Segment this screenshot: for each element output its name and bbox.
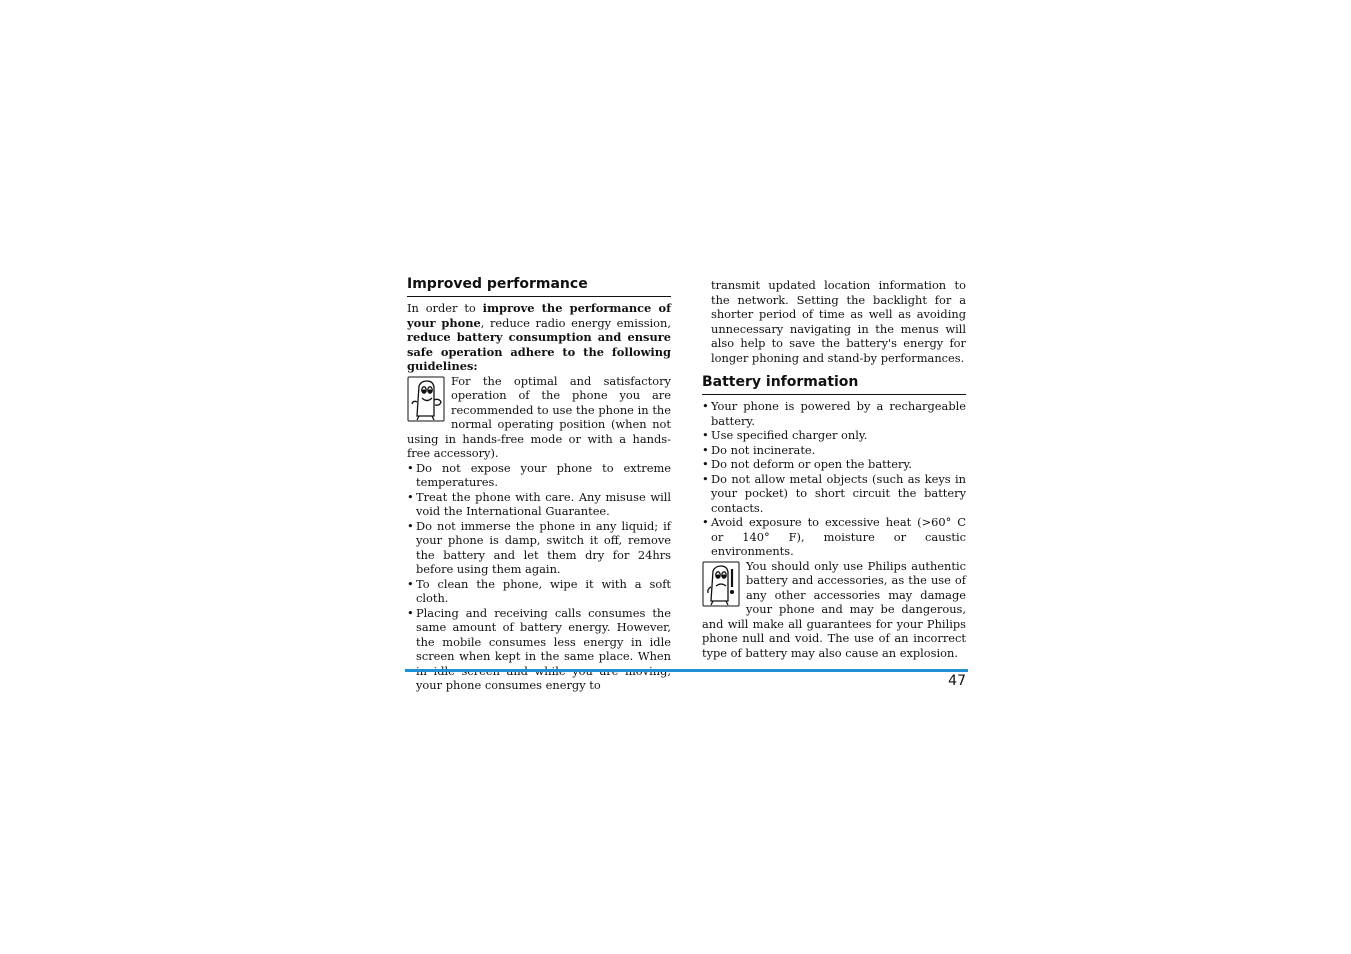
warning-text: You should only use Philips authentic battery and accessories, as the use of any other accessories may damage your phone and may be dangerous, and will make all guarantees for your Philips phone null and void. The use of an incorrect type of battery may also cause an explosion.: [702, 558, 966, 660]
battery-section: [702, 374, 966, 660]
right-column: [702, 278, 966, 660]
list-item: • Use specified charger only.: [702, 428, 966, 443]
list-item: • Avoid exposure to excessive heat (>60° C or 140° F), moisture or caustic environments.: [702, 515, 966, 559]
phone-mascot-icon: [407, 376, 445, 422]
list-item: • Placing and receiving calls consumes the same amount of battery energy. However, the mobile consumes less energy in idle screen when kept in the same place. When your phone consumes energy to: [407, 606, 671, 693]
warning-block: [702, 559, 966, 661]
footer-rule: [405, 669, 968, 672]
tip-block: [407, 374, 671, 461]
tip-text: For the optimal and satisfactory operation of the phone you are recommended to use the phone in the normal operating position (when not using in hands-free mode or with a hands-free accessory).: [407, 373, 671, 460]
guideline-list: [407, 461, 671, 693]
section-heading-battery-information: Battery information: [702, 374, 966, 395]
list-item: • Your phone is powered by a rechargeable battery.: [702, 399, 966, 428]
list-item: • Do not deform or open the battery.: [702, 457, 966, 472]
left-column: [407, 276, 671, 693]
intro-paragraph: In order to improve the performance of your phone, reduce radio energy emission, reduce battery consumption and ensure safe operation adhere to the following guidelines:: [407, 301, 671, 373]
continuation-text: transmit updated location information to the network. Setting the backlight for a shorter period of time as well as avoiding unnecessary navigating in the menus will also help to save the battery's energy for longer phoning and stand-by performances.: [711, 278, 966, 365]
list-item: • Do not expose your phone to extreme temperatures.: [407, 461, 671, 490]
section-heading-improved-performance: Improved performance: [407, 276, 671, 297]
battery-list: [702, 399, 966, 559]
list-item: • To clean the phone, wipe it with a soft cloth.: [407, 577, 671, 606]
list-item: • Do not allow metal objects (such as keys in your pocket) to short circuit the battery contacts.: [702, 472, 966, 516]
page-number: 47: [948, 673, 966, 689]
list-item: • Do not incinerate.: [702, 443, 966, 458]
list-item: • Treat the phone with care. Any misuse will void the International Guarantee.: [407, 490, 671, 519]
list-item: • Do not immerse the phone in any liquid; if your phone is damp, switch it off, remove the battery and let them dry for 24hrs before using them again.: [407, 519, 671, 577]
phone-mascot-warning-icon: [702, 561, 740, 607]
